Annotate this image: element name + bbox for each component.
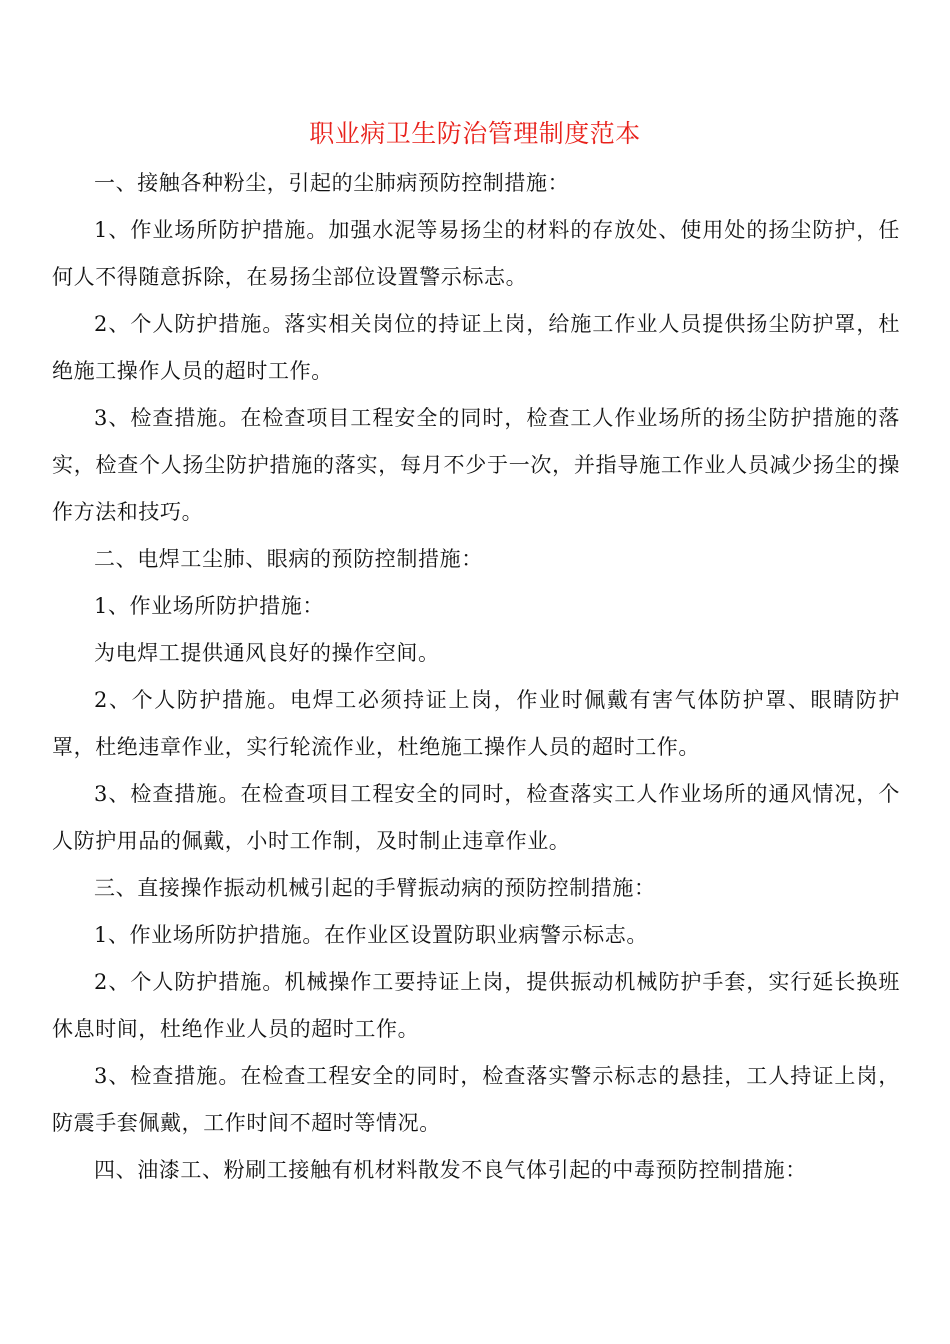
paragraph: 1、作业场所防护措施。加强水泥等易扬尘的材料的存放处、使用处的扬尘防护，任何人不得随意拆除，在易扬尘部位设置警示标志。: [52, 218, 900, 289]
paragraph: 3、检查措施。在检查项目工程安全的同时，检查工人作业场所的扬尘防护措施的落实，检查个人扬尘防护措施的落实，每月不少于一次，并指导施工作业人员减少扬尘的操作方法和技巧。: [52, 406, 900, 524]
section-heading-4: 四、油漆工、粉刷工接触有机材料散发不良气体引起的中毒预防控制措施：: [94, 1158, 807, 1182]
document-title: 职业病卫生防治管理制度范本: [309, 119, 641, 148]
paragraph: 2、个人防护措施。机械操作工要持证上岗，提供振动机械防护手套，实行延长换班休息时间，杜绝作业人员的超时工作。: [52, 970, 900, 1041]
section-heading-3: 三、直接操作振动机械引起的手臂振动病的预防控制措施：: [94, 876, 656, 900]
paragraph: 2、个人防护措施。电焊工必须持证上岗，作业时佩戴有害气体防护罩、眼睛防护罩，杜绝违章作业，实行轮流作业，杜绝施工操作人员的超时工作。: [52, 688, 900, 759]
paragraph: 1、作业场所防护措施。在作业区设置防职业病警示标志。: [94, 923, 648, 947]
paragraph: 2、个人防护措施。落实相关岗位的持证上岗，给施工作业人员提供扬尘防护罩，杜绝施工操作人员的超时工作。: [52, 312, 900, 383]
paragraph: 为电焊工提供通风良好的操作空间。: [94, 641, 440, 665]
section-heading-2: 二、电焊工尘肺、眼病的预防控制措施：: [94, 547, 483, 571]
paragraph: 3、检查措施。在检查工程安全的同时，检查落实警示标志的悬挂，工人持证上岗，防震手套佩戴，工作时间不超时等情况。: [52, 1064, 900, 1135]
section-heading-1: 一、接触各种粉尘，引起的尘肺病预防控制措施：: [94, 171, 570, 195]
paragraph: 1、作业场所防护措施：: [94, 594, 324, 618]
document-body: [52, 160, 900, 1194]
paragraph: 3、检查措施。在检查项目工程安全的同时，检查落实工人作业场所的通风情况，个人防护用品的佩戴，小时工作制，及时制止违章作业。: [52, 782, 900, 853]
